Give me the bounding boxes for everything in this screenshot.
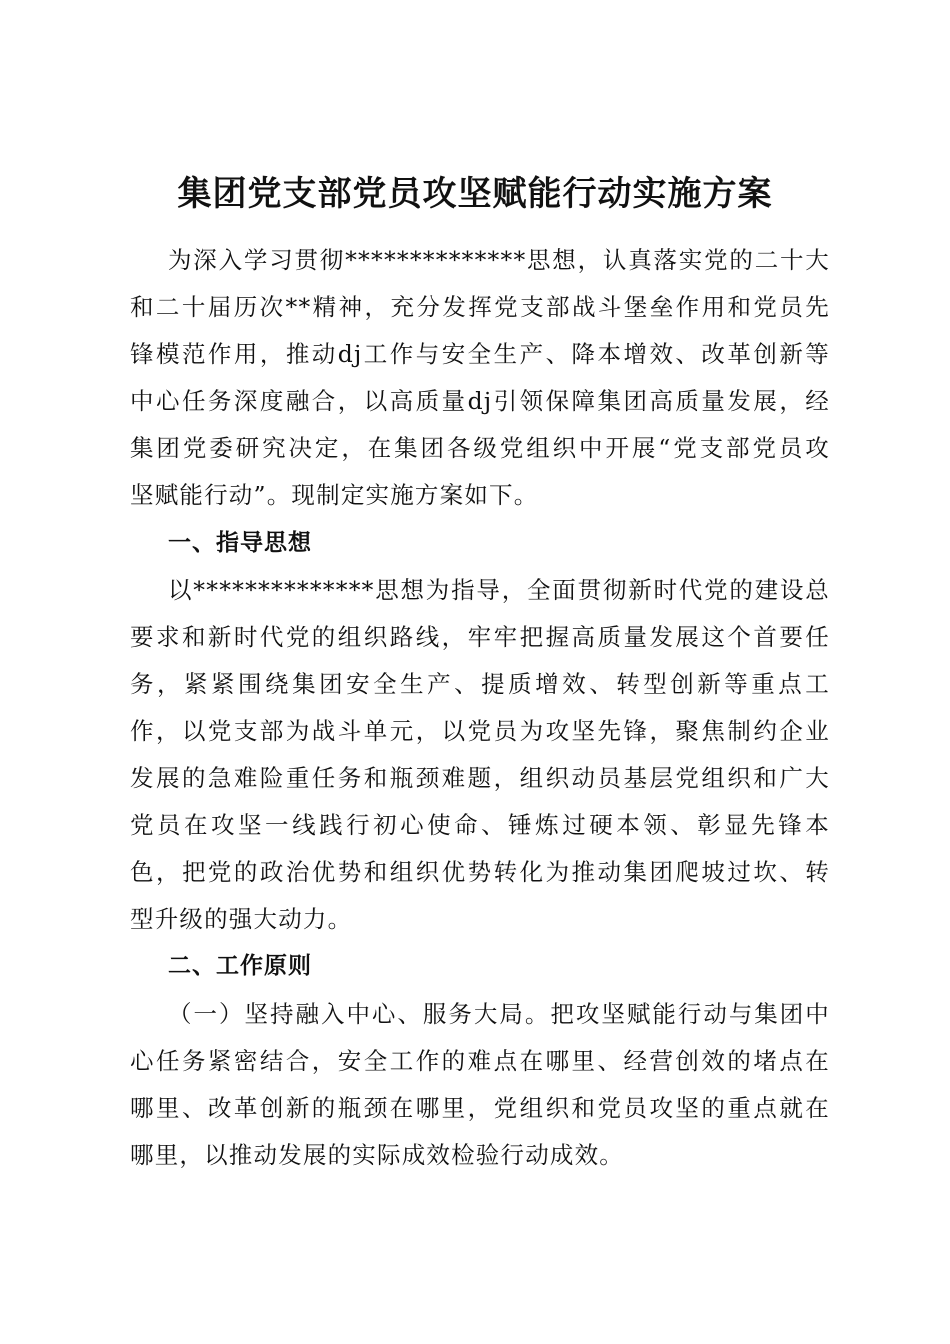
section2-paragraph <box>130 991 830 1179</box>
section-heading-guiding-ideology: 一、指导思想 <box>168 529 312 556</box>
section1-line: 色，把党的政治优势和组织优势转化为推动集团爬坡过坎、转 <box>130 858 830 887</box>
section1-line: 作，以党支部为战斗单元，以党员为攻坚先锋，聚焦制约企业 <box>130 716 830 745</box>
intro-paragraph <box>130 237 830 520</box>
section2-line: 哪里，以推动发展的实际成效检验行动成效。 <box>130 1140 624 1169</box>
section-heading-work-principles: 二、工作原则 <box>168 953 312 980</box>
section1-line: 型升级的强大动力。 <box>130 905 353 934</box>
section2-line: （一）坚持融入中心、服务大局。把攻坚赋能行动与集团中 <box>168 999 830 1028</box>
document-body <box>130 237 830 1179</box>
section1-line: 党员在攻坚一线践行初心使命、锤炼过硬本领、彰显先锋本 <box>130 811 830 840</box>
intro-line: 中心任务深度融合，以高质量dj引领保障集团高质量发展，经 <box>130 387 830 416</box>
section1-line: 要求和新时代党的组织路线，牢牢把握高质量发展这个首要任 <box>130 622 830 651</box>
document-title: 集团党支部党员攻坚赋能行动实施方案 <box>177 174 773 214</box>
intro-line: 锋模范作用，推动dj工作与安全生产、降本增效、改革创新等 <box>130 340 830 369</box>
intro-line: 和二十届历次**精神，充分发挥党支部战斗堡垒作用和党员先 <box>130 293 830 322</box>
section1-paragraph <box>130 567 830 944</box>
section2-line: 心任务紧密结合，安全工作的难点在哪里、经营创效的堵点在 <box>130 1046 830 1075</box>
intro-line: 坚赋能行动”。现制定实施方案如下。 <box>130 481 539 510</box>
intro-line: 集团党委研究决定，在集团各级党组织中开展“党支部党员攻 <box>130 434 830 463</box>
section1-line: 务，紧紧围绕集团安全生产、提质增效、转型创新等重点工 <box>130 669 830 698</box>
section2-line: 哪里、改革创新的瓶颈在哪里，党组织和党员攻坚的重点就在 <box>130 1093 830 1122</box>
intro-line: 为深入学习贯彻**************思想，认真落实党的二十大 <box>168 246 830 274</box>
section1-line: 以**************思想为指导，全面贯彻新时代党的建设总 <box>168 575 830 604</box>
section1-line: 发展的急难险重任务和瓶颈难题，组织动员基层党组织和广大 <box>130 764 830 793</box>
